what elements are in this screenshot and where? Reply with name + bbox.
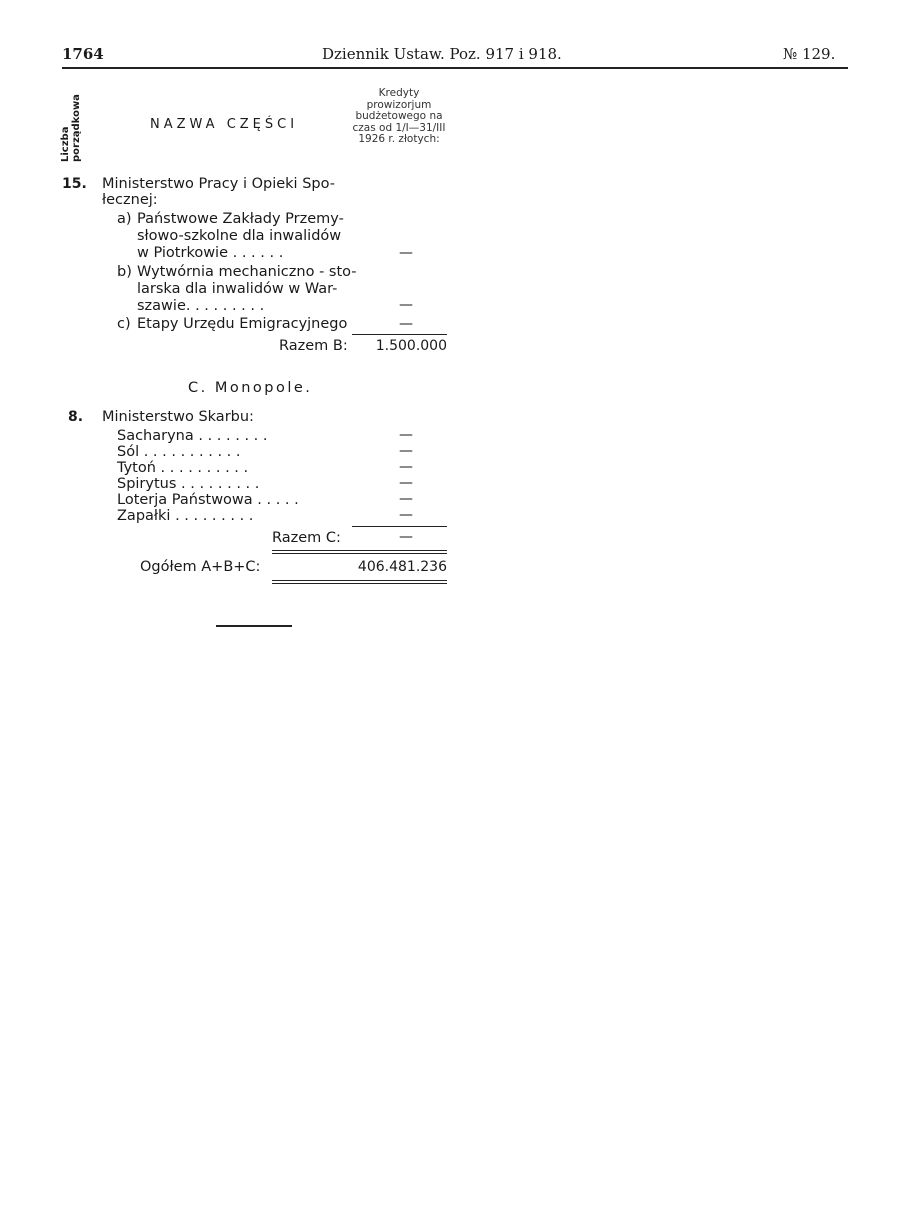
- item-a-line3: w Piotrkowie . . . . . .: [137, 245, 284, 261]
- monopoly-item-4: Spirytus . . . . . . . . .: [117, 476, 260, 492]
- item-c-line1: Etapy Urzędu Emigracyjnego: [137, 316, 348, 332]
- total-b-label: Razem B:: [279, 338, 348, 354]
- item-c-marker: c): [117, 316, 131, 332]
- lp-15: 15.: [62, 176, 87, 192]
- credits-column-label: Kredyty prowizorjum budżetowego na czas od 1/I—31/III 1926 r. złotych:: [352, 87, 446, 145]
- name-column-label: NAZWA CZĘŚCI: [150, 117, 299, 132]
- monopoly-item-6-value: —: [399, 507, 413, 523]
- grand-total-value: 406.481.236: [357, 559, 447, 575]
- lp-8: 8.: [68, 409, 84, 425]
- monopoly-item-3-value: —: [399, 459, 413, 475]
- total-b-value: 1.500.000: [375, 338, 447, 354]
- monopoly-item-4-value: —: [399, 475, 413, 491]
- page-number: 1764: [62, 45, 104, 63]
- section-c-title: C. Monopole.: [188, 380, 313, 396]
- monopoly-item-1: Sacharyna . . . . . . . .: [117, 428, 268, 444]
- grand-total-rule-top-1: [272, 550, 447, 551]
- grand-total-rule-bottom-1: [272, 580, 447, 581]
- ministry-pracy-line1: Ministerstwo Pracy i Opieki Spo-: [102, 176, 335, 192]
- journal-title: Dziennik Ustaw. Poz. 917 i 918.: [322, 45, 562, 63]
- total-b-rule: [352, 334, 447, 335]
- monopoly-item-5-value: —: [399, 491, 413, 507]
- lp-column-label: Liczba porządkowa: [60, 94, 82, 162]
- item-b-value: —: [399, 297, 413, 313]
- total-c-rule: [352, 526, 447, 527]
- item-a-marker: a): [117, 211, 132, 227]
- grand-total-label: Ogółem A+B+C:: [140, 559, 261, 575]
- item-a-value: —: [399, 245, 413, 261]
- monopoly-item-2-value: —: [399, 443, 413, 459]
- item-c-value: —: [399, 316, 413, 332]
- grand-total-rule-top-2: [272, 553, 447, 554]
- monopoly-item-6: Zapałki . . . . . . . . .: [117, 508, 254, 524]
- issue-number: № 129.: [783, 45, 836, 63]
- item-a-line2: słowo-szkolne dla inwalidów: [137, 228, 342, 244]
- item-b-line3: szawie. . . . . . . . .: [137, 298, 265, 314]
- monopoly-item-3: Tytoń . . . . . . . . . .: [117, 460, 249, 476]
- monopoly-item-1-value: —: [399, 427, 413, 443]
- closing-rule: [216, 625, 292, 627]
- monopoly-item-2: Sól . . . . . . . . . . .: [117, 444, 241, 460]
- item-b-line2: larska dla inwalidów w War-: [137, 281, 338, 297]
- ministry-skarbu: Ministerstwo Skarbu:: [102, 409, 254, 425]
- monopoly-item-5: Loterja Państwowa . . . . .: [117, 492, 299, 508]
- item-b-marker: b): [117, 264, 132, 280]
- header-rule: [62, 67, 848, 69]
- ministry-pracy-line2: łecznej:: [102, 192, 158, 208]
- grand-total-rule-bottom-2: [272, 583, 447, 584]
- total-c-value: —: [399, 529, 413, 545]
- total-c-label: Razem C:: [272, 530, 341, 546]
- item-a-line1: Państwowe Zakłady Przemy-: [137, 211, 344, 227]
- item-b-line1: Wytwórnia mechaniczno - sto-: [137, 264, 357, 280]
